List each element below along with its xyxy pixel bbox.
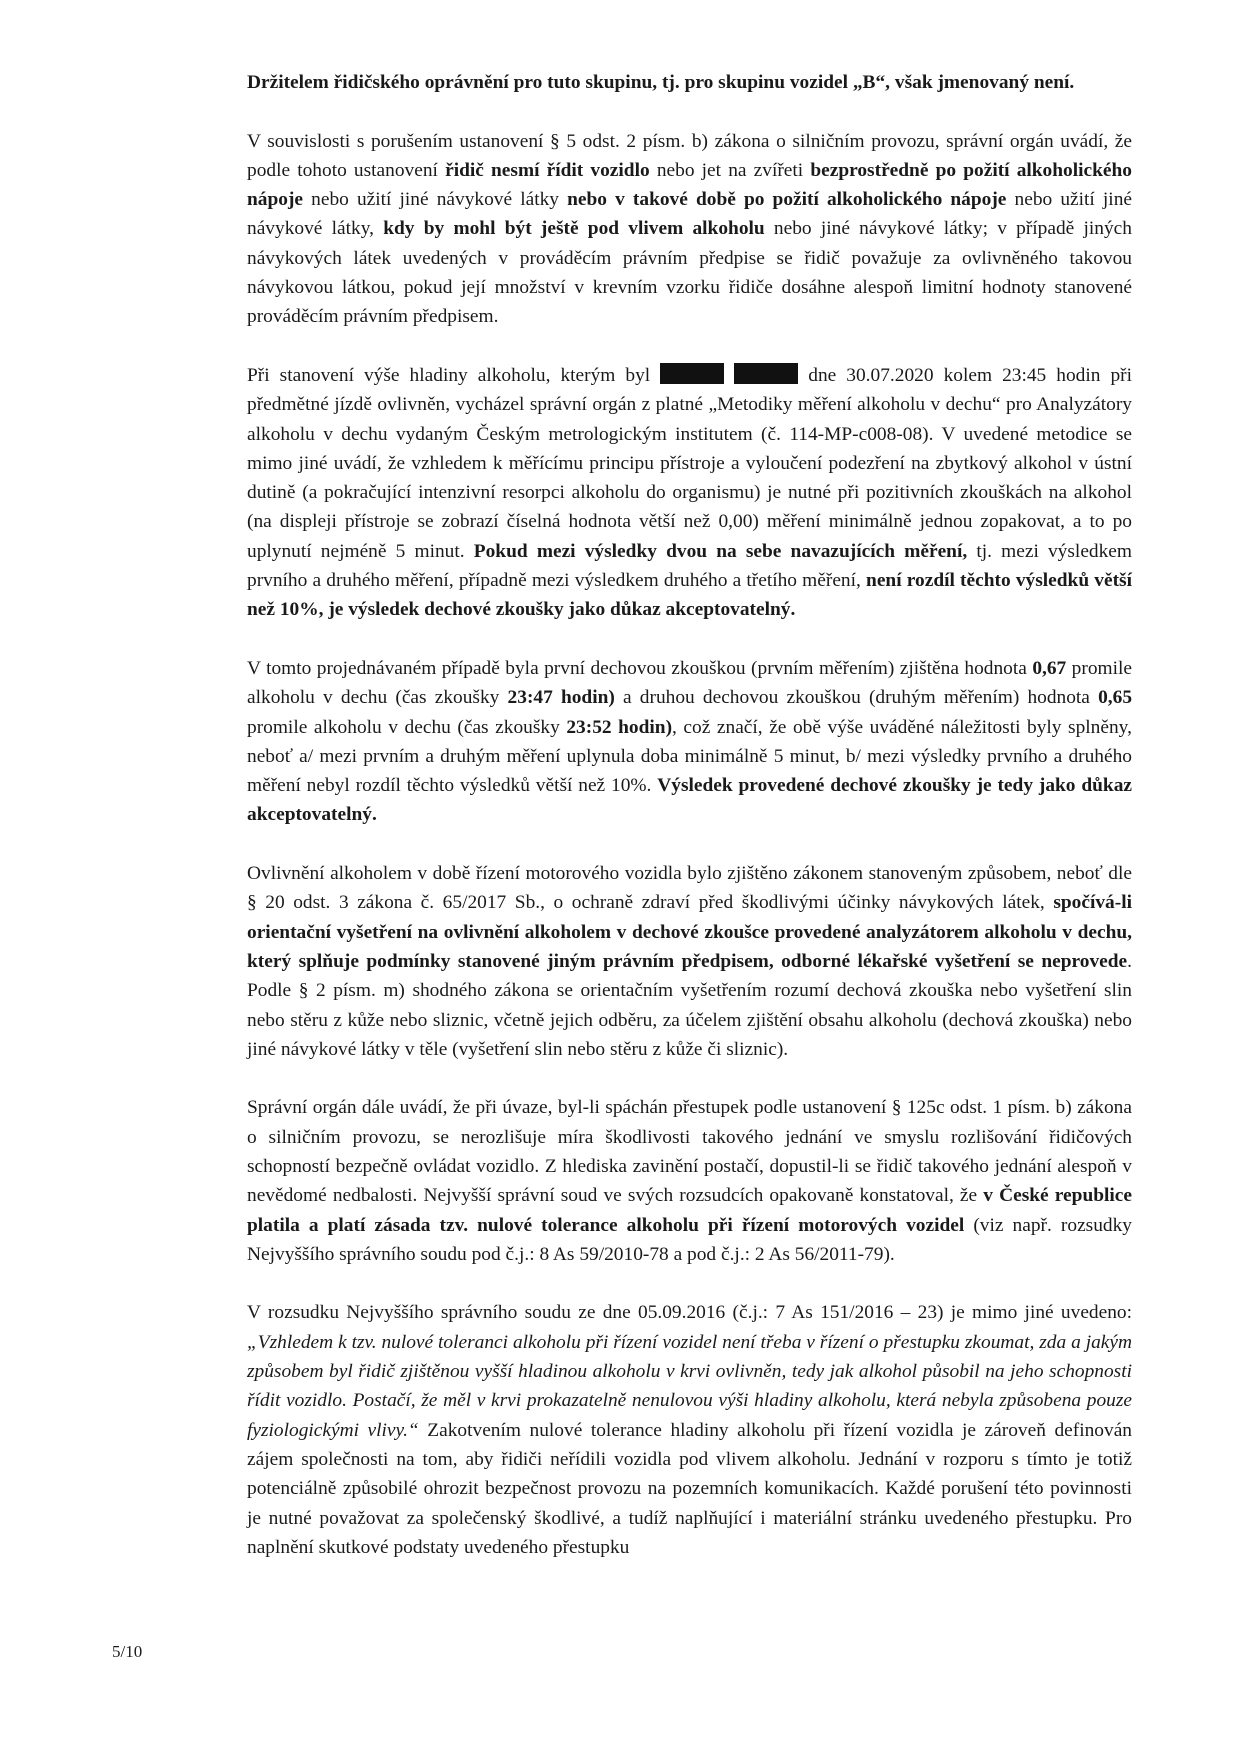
bold-text: Držitelem řidičského oprávnění pro tuto skupinu, tj. pro skupinu vozidel „B“, však jmenovaný není.: [247, 72, 1075, 93]
text-run: , což značí, že obě výše uváděné náležitosti byly splněny, neboť a/ mezi prvním a druhým měření uplynula doba minimálně 5 minut, b/ mezi výsledky prvního a druhého měření nebyl rozdíl těchto výsledků větší než 10%.: [247, 716, 1132, 797]
page-number: 5/10: [112, 1642, 143, 1661]
bold-text: není rozdíl těchto výsledků větší než 10%, je výsledek dechové zkoušky jako důkaz akceptovatelný.: [247, 570, 1132, 621]
text-run: nebo užití jiné návykové látky: [303, 189, 568, 211]
text-run: V rozsudku Nejvyššího správního soudu ze dne 05.09.2016 (č.j.: 7 As 151/2016 – 23) je mimo jiné uvedeno:: [247, 1302, 1132, 1324]
text-run: Zakotvením nulové tolerance hladiny alkoholu při řízení vozidla je zároveň definován zájem společnosti na tom, aby řidiči neřídili vozidla pod vlivem alkoholu. Jednání v rozporu s tímto je totiž potenciálně způsobilé ohrozit bezpečnost provozu na pozemních komunikacích. Každé porušení této povinnosti je nutné považovat za společenský škodlivé, a tudíž naplňující i materiální stránku uvedeného přestupku. Pro naplnění skutkové podstaty uvedeného přestupku: [247, 1419, 1132, 1558]
redaction-block: [660, 363, 724, 384]
text-run: V souvislosti s porušením ustanovení § 5 odst. 2 písm. b) zákona o silničním provozu, správní orgán uvádí, že podle tohoto ustanovení: [247, 130, 1132, 181]
text-run: [724, 365, 734, 386]
paragraph: [247, 68, 1132, 97]
bold-text: nebo v takové době po požití alkoholického nápoje: [567, 189, 1007, 211]
text-run: (viz např. rozsudky Nejvyššího správního soudu pod č.j.: 8 As 59/2010-78 a pod č.j.: 2 As 56/2011-79).: [247, 1214, 1133, 1265]
bold-text: Výsledek provedené dechové zkoušky je tedy jako důkaz akceptovatelný.: [247, 775, 1133, 826]
text-run: promile alkoholu v dechu (čas zkoušky: [247, 716, 567, 738]
text-run: nebo jiné návykové látky; v případě jiných návykových látek uvedených v prováděcím právním předpise se řidič považuje za ovlivněného takovou návykovou látkou, pokud její množství v krevním vzorku řidiče dosáhne alespoň limitní hodnoty stanovené prováděcím právním předpisem.: [247, 218, 1132, 328]
paragraph: [247, 1298, 1132, 1562]
paragraph: [247, 361, 1132, 625]
text-run: dne 30.07.2020 kolem 23:45 hodin při předmětné jízdě ovlivněn, vycházel správní orgán z platné „Metodiky měření alkoholu v dechu“ pro Analyzátory alkoholu v dechu vydaným Českým metrologickým institutem (č. 114-MP-c008-08). V uvedené metodice se mimo jiné uvádí, že vzhledem k měřícímu principu přístroje a vyloučení podezření na zbytkový alkohol v ústní dutině (a pokračující intenzivní resorpci alkoholu do organismu) je nutné při pozitivních zkouškách na alkohol (na displeji přístroje se zobrazí číselná hodnota větší než 0,00) měření minimálně jednou zopakovat, a to po uplynutí nejméně 5 minut.: [247, 364, 1132, 562]
bold-text: 0,67: [1032, 657, 1067, 679]
paragraph: [247, 127, 1132, 332]
text-run: V tomto projednávaném případě byla první dechovou zkouškou (prvním měřením) zjištěna hodnota: [247, 657, 1033, 679]
bold-text: 23:47 hodin): [507, 687, 615, 709]
bold-text: Pokud mezi výsledky dvou na sebe navazujících měření,: [473, 540, 968, 562]
text-run: . Podle § 2 písm. m) shodného zákona se orientačním vyšetřením rozumí dechová zkouška nebo vyšetření slin nebo stěru z kůže nebo sliznic, včetně jejich odběru, za účelem zjištění obsahu alkoholu (dechová zkouška) nebo jiné návykové látky v těle (vyšetření slin nebo stěru z kůže či sliznic).: [247, 950, 1132, 1060]
text-run: Správní orgán dále uvádí, že při úvaze, byl-li spáchán přestupek podle ustanovení § 125c odst. 1 písm. b) zákona o silničním provozu, se nerozlišuje míra škodlivosti takového jednání ve smyslu rozlišování řidičových schopností bezpečně ovládat vozidlo. Z hlediska zavinění postačí, dopustil-li se řidič takového jednání alespoň v nevědomé nedbalosti. Nejvyšší správní soud ve svých rozsudcích opakovaně konstatoval, že: [247, 1097, 1132, 1207]
text-run: Ovlivnění alkoholem v době řízení motorového vozidla bylo zjištěno zákonem stanoveným způsobem, neboť dle § 20 odst. 3 zákona č. 65/2017 Sb., o ochraně zdraví před škodlivými účinky návykových látek,: [247, 863, 1132, 914]
bold-text: 0,65: [1098, 687, 1133, 709]
redaction-block: [734, 363, 798, 384]
paragraph: [247, 859, 1132, 1064]
text-run: tj. mezi výsledkem prvního a druhého měření, případně mezi výsledkem druhého a třetího měření,: [247, 540, 1132, 592]
bold-text: kdy by mohl být ještě pod vlivem alkoholu: [383, 218, 765, 240]
document-body: [247, 68, 1132, 1562]
italic-quote: „Vzhledem k tzv. nulové toleranci alkoholu při řízení vozidel není třeba v řízení o přestupku zkoumat, zda a jakým způsobem byl řidič zjištěnou vyšší hladinou alkoholu v krvi ovlivněn, tedy jak alkohol působil na jeho schopnosti řídit vozidlo. Postačí, že měl v krvi prokazatelně nenulovou výši hladiny alkoholu, která nebyla způsobena pouze fyziologickými vlivy.“: [247, 1331, 1132, 1441]
text-run: Při stanovení výše hladiny alkoholu, kterým byl: [247, 364, 661, 386]
text-run: a druhou dechovou zkouškou (druhým měřením) hodnota: [614, 687, 1099, 709]
paragraph: [247, 654, 1132, 830]
paragraph: [247, 1093, 1132, 1269]
bold-text: v České republice platila a platí zásada tzv. nulové tolerance alkoholu při řízení motorových vozidel: [247, 1185, 1132, 1236]
bold-text: 23:52 hodin): [566, 716, 673, 738]
text-run: nebo užití jiné návykové látky,: [247, 189, 1133, 240]
bold-text: řidič nesmí řídit vozidlo: [445, 159, 650, 181]
bold-text: spočívá-li orientační vyšetření na ovlivnění alkoholem v dechové zkoušce provedené analyzátorem alkoholu v dechu, který splňuje podmínky stanovené jiným právním předpisem, odborné lékařské vyšetření se neprovede: [247, 892, 1132, 972]
text-run: nebo jet na zvířeti: [649, 159, 811, 181]
bold-text: bezprostředně po požití alkoholického nápoje: [247, 159, 1132, 211]
text-run: promile alkoholu v dechu (čas zkoušky: [247, 657, 1132, 709]
